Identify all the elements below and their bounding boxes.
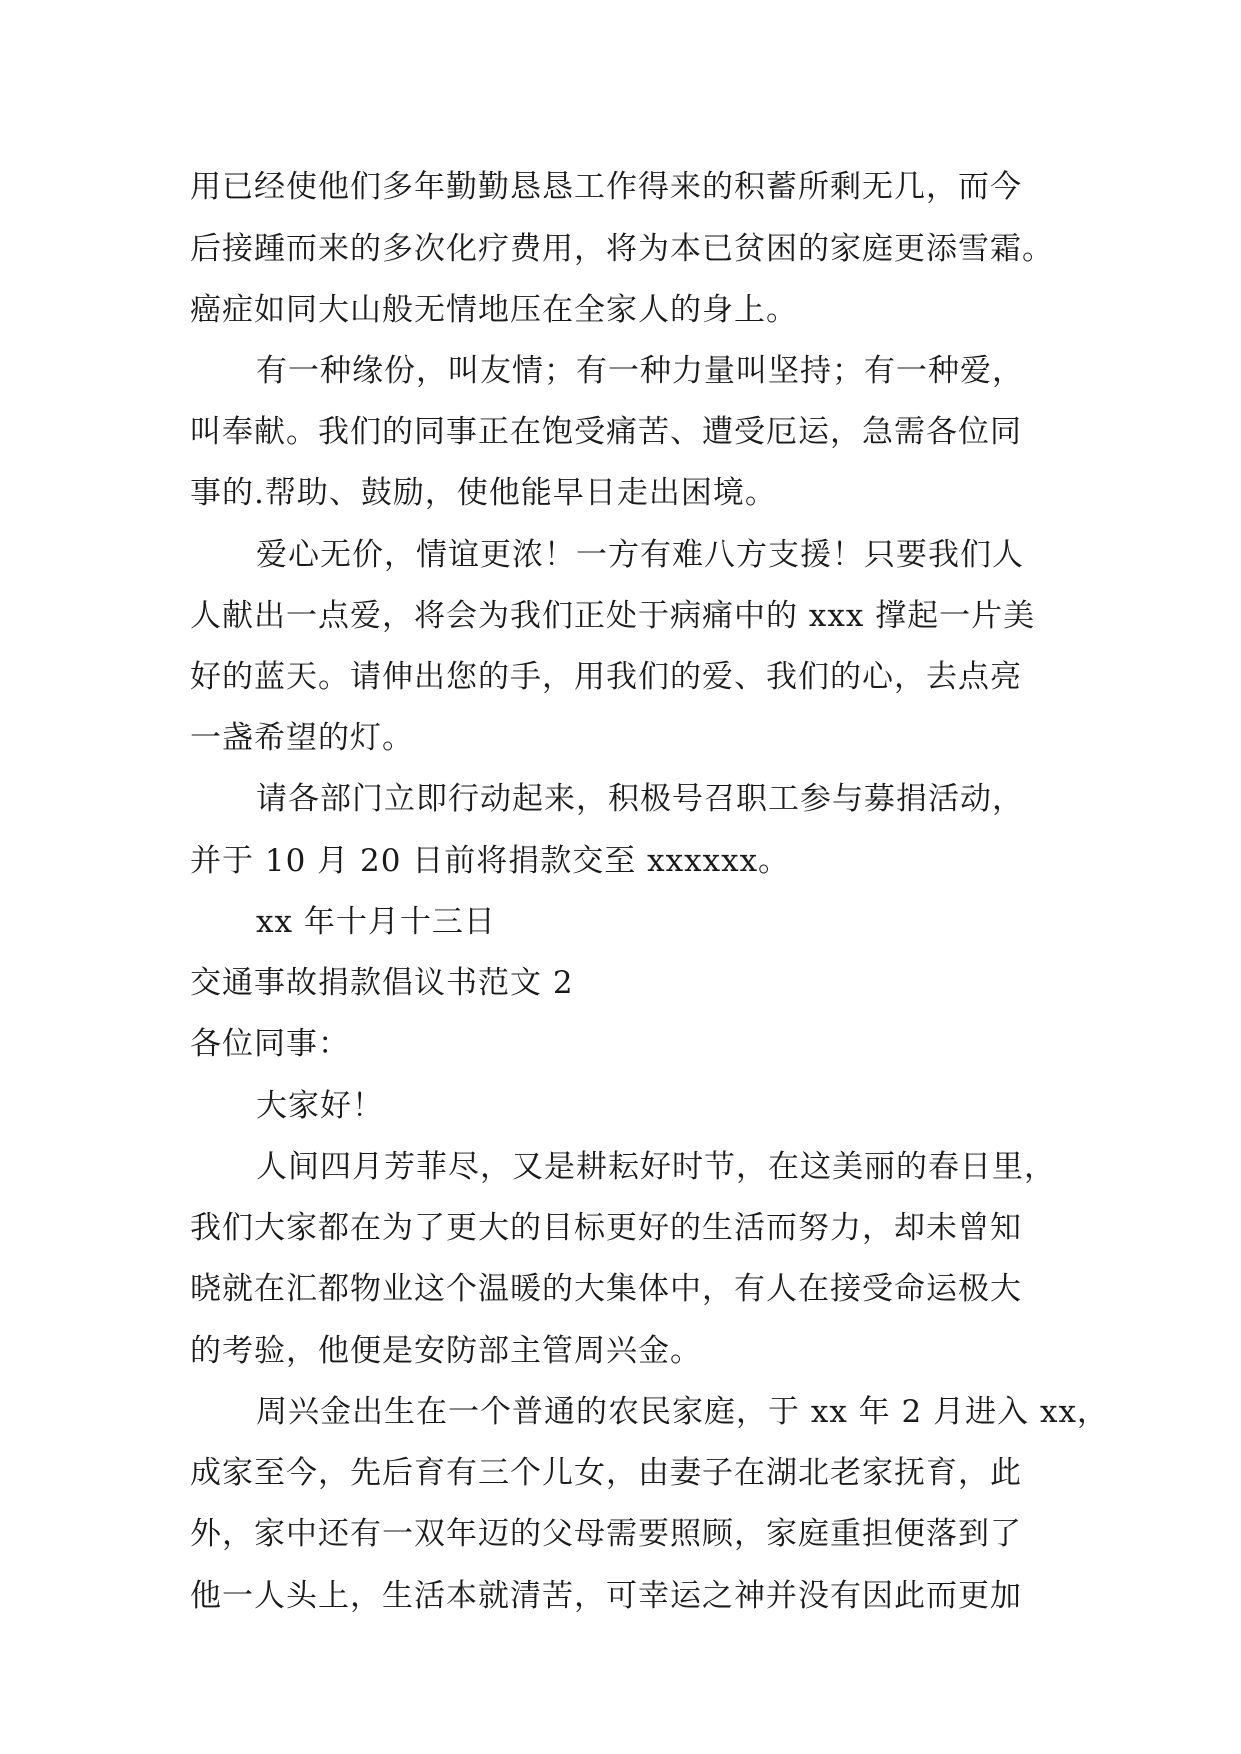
salutation: 各位同事： bbox=[190, 1026, 350, 1062]
text-line: 后接踵而来的多次化疗费用，将为本已贫困的家庭更添雪霜。 bbox=[190, 231, 1054, 267]
text-line: 他一人头上，生活本就清苦，可幸运之神并没有因此而更加 bbox=[190, 1578, 1022, 1614]
text-line: 事的.帮助、鼓励，使他能早日走出困境。 bbox=[190, 475, 777, 511]
text-line: 周兴金出生在一个普通的农民家庭，于 xx 年 2 月进入 xx， bbox=[256, 1394, 1109, 1430]
text-line: 一盏希望的灯。 bbox=[190, 720, 414, 756]
section-title: 交通事故捐款倡议书范文 2 bbox=[190, 965, 574, 1001]
date-line: xx 年十月十三日 bbox=[256, 904, 496, 940]
text-line: 叫奉献。我们的同事正在饱受痛苦、遭受厄运，急需各位同 bbox=[190, 414, 1022, 450]
text-line: 外，家中还有一双年迈的父母需要照顾，家庭重担便落到了 bbox=[190, 1516, 1022, 1552]
text-line: 并于 10 月 20 日前将捐款交至 xxxxxx。 bbox=[190, 843, 791, 879]
text-line: 癌症如同大山般无情地压在全家人的身上。 bbox=[190, 292, 798, 328]
text-line: 人献出一点爱，将会为我们正处于病痛中的 xxx 撑起一片美 bbox=[190, 598, 1036, 634]
text-line: 我们大家都在为了更大的目标更好的生活而努力，却未曾知 bbox=[190, 1210, 1022, 1246]
text-line: 好的蓝天。请伸出您的手，用我们的爱、我们的心，去点亮 bbox=[190, 659, 1022, 695]
text-line: 晓就在汇都物业这个温暖的大集体中，有人在接受命运极大 bbox=[190, 1271, 1022, 1307]
text-line: 成家至今，先后育有三个儿女，由妻子在湖北老家抚育，此 bbox=[190, 1455, 1022, 1491]
text-line: 人间四月芳菲尽，又是耕耘好时节，在这美丽的春日里， bbox=[256, 1149, 1056, 1185]
greeting: 大家好！ bbox=[256, 1088, 384, 1124]
text-line: 用已经使他们多年勤勤恳恳工作得来的积蓄所剩无几，而今 bbox=[190, 169, 1022, 205]
text-line: 有一种缘份，叫友情；有一种力量叫坚持；有一种爱， bbox=[256, 353, 1024, 389]
text-line: 的考验，他便是安防部主管周兴金。 bbox=[190, 1333, 702, 1369]
text-line: 请各部门立即行动起来，积极号召职工参与募捐活动， bbox=[256, 781, 1024, 817]
text-line: 爱心无价，情谊更浓！一方有难八方支援！只要我们人 bbox=[256, 537, 1024, 573]
